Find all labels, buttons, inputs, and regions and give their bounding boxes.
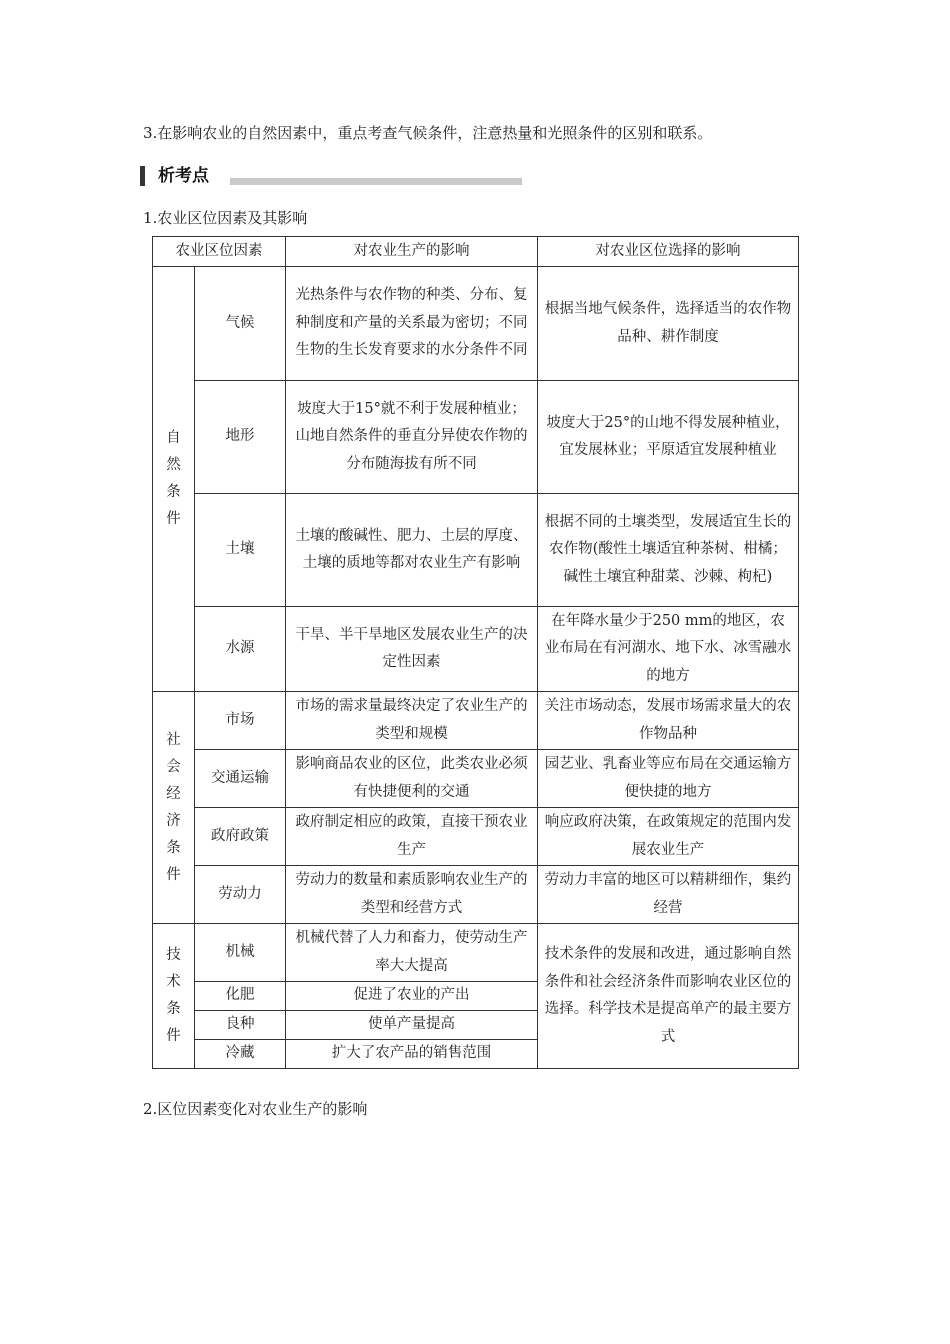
choice-cell: 响应政府决策，在政策规定的范围内发展农业生产 bbox=[538, 808, 799, 866]
table-row bbox=[153, 494, 799, 607]
table-row bbox=[153, 750, 799, 808]
category-cell bbox=[153, 267, 195, 692]
choice-cell: 根据当地气候条件，选择适当的农作物品种、耕作制度 bbox=[538, 267, 799, 381]
effect-cell: 坡度大于15°就不利于发展种植业；山地自然条件的垂直分异使农作物的分布随海拔有所不同 bbox=[286, 381, 538, 494]
factors-table bbox=[152, 236, 799, 1069]
category-char: 自 bbox=[166, 430, 181, 446]
table-row bbox=[153, 808, 799, 866]
category-char: 术 bbox=[166, 974, 181, 990]
category-char: 件 bbox=[166, 1028, 181, 1044]
table-row bbox=[153, 866, 799, 924]
choice-cell: 园艺业、乳畜业等应布局在交通运输方便快捷的地方 bbox=[538, 750, 799, 808]
category-char: 济 bbox=[166, 812, 181, 829]
factor-cell: 劳动力 bbox=[195, 866, 286, 924]
table-header-row bbox=[153, 237, 799, 267]
section-header bbox=[140, 164, 522, 188]
table-row bbox=[153, 924, 799, 982]
effect-cell: 机械代替了人力和畜力，使劳动生产率大大提高 bbox=[286, 924, 538, 982]
category-char: 件 bbox=[166, 866, 181, 883]
factor-cell: 土壤 bbox=[195, 494, 286, 607]
effect-cell: 光热条件与农作物的种类、分布、复种制度和产量的关系最为密切；不同生物的生长发育要求的水分条件不同 bbox=[286, 267, 538, 381]
table-row bbox=[153, 267, 799, 381]
choice-cell: 根据不同的土壤类型，发展适宜生长的农作物(酸性土壤适宜种茶树、柑橘；碱性土壤宜种甜菜、沙棘、枸杞) bbox=[538, 494, 799, 607]
category-char: 条 bbox=[166, 484, 181, 500]
category-cell bbox=[153, 692, 195, 924]
factor-cell: 机械 bbox=[195, 924, 286, 982]
choice-cell: 技术条件的发展和改进，通过影响自然条件和社会经济条件而影响农业区位的选择。科学技术是提高单产的最主要方式 bbox=[538, 924, 799, 1069]
category-char: 件 bbox=[166, 511, 181, 527]
category-char: 会 bbox=[166, 758, 181, 775]
category-char: 社 bbox=[166, 731, 181, 748]
effect-cell: 促进了农业的产出 bbox=[286, 982, 538, 1011]
category-char: 条 bbox=[166, 839, 181, 856]
effect-cell: 土壤的酸碱性、肥力、土层的厚度、土壤的质地等都对农业生产有影响 bbox=[286, 494, 538, 607]
header-choice: 对农业区位选择的影响 bbox=[538, 237, 799, 267]
factor-cell: 冷藏 bbox=[195, 1040, 286, 1069]
effect-cell: 影响商品农业的区位，此类农业必须有快捷便利的交通 bbox=[286, 750, 538, 808]
intro-point-3: 3.在影响农业的自然因素中，重点考查气候条件，注意热量和光照条件的区别和联系。 bbox=[143, 124, 713, 142]
category-cell bbox=[153, 924, 195, 1069]
table-row bbox=[153, 607, 799, 692]
header-factor: 农业区位因素 bbox=[153, 237, 286, 267]
effect-cell: 扩大了农产品的销售范围 bbox=[286, 1040, 538, 1069]
factor-cell: 政府政策 bbox=[195, 808, 286, 866]
section-title: 析考点 bbox=[158, 166, 209, 186]
header-effect: 对农业生产的影响 bbox=[286, 237, 538, 267]
choice-cell: 关注市场动态，发展市场需求量大的农作物品种 bbox=[538, 692, 799, 750]
category-char: 经 bbox=[166, 785, 181, 802]
effect-cell: 干旱、半干旱地区发展农业生产的决定性因素 bbox=[286, 607, 538, 692]
factor-cell: 气候 bbox=[195, 267, 286, 381]
choice-cell: 在年降水量少于250 mm的地区，农业布局在有河湖水、地下水、冰雪融水的地方 bbox=[538, 607, 799, 692]
table-row bbox=[153, 381, 799, 494]
heading-2: 2.区位因素变化对农业生产的影响 bbox=[143, 1100, 368, 1118]
effect-cell: 市场的需求量最终决定了农业生产的类型和规模 bbox=[286, 692, 538, 750]
factor-cell: 良种 bbox=[195, 1011, 286, 1040]
heading-1: 1.农业区位因素及其影响 bbox=[143, 209, 308, 227]
category-char: 技 bbox=[166, 947, 181, 963]
choice-cell: 坡度大于25°的山地不得发展种植业，宜发展林业；平原适宜发展种植业 bbox=[538, 381, 799, 494]
factor-cell: 市场 bbox=[195, 692, 286, 750]
table-row bbox=[153, 692, 799, 750]
category-char: 然 bbox=[166, 457, 181, 473]
effect-cell: 政府制定相应的政策，直接干预农业生产 bbox=[286, 808, 538, 866]
factor-cell: 化肥 bbox=[195, 982, 286, 1011]
section-rule bbox=[230, 178, 522, 185]
section-marker-bar bbox=[140, 166, 145, 186]
effect-cell: 劳动力的数量和素质影响农业生产的类型和经营方式 bbox=[286, 866, 538, 924]
factor-cell: 地形 bbox=[195, 381, 286, 494]
effect-cell: 使单产量提高 bbox=[286, 1011, 538, 1040]
choice-cell: 劳动力丰富的地区可以精耕细作，集约经营 bbox=[538, 866, 799, 924]
category-char: 条 bbox=[166, 1001, 181, 1017]
factor-cell: 水源 bbox=[195, 607, 286, 692]
factor-cell: 交通运输 bbox=[195, 750, 286, 808]
